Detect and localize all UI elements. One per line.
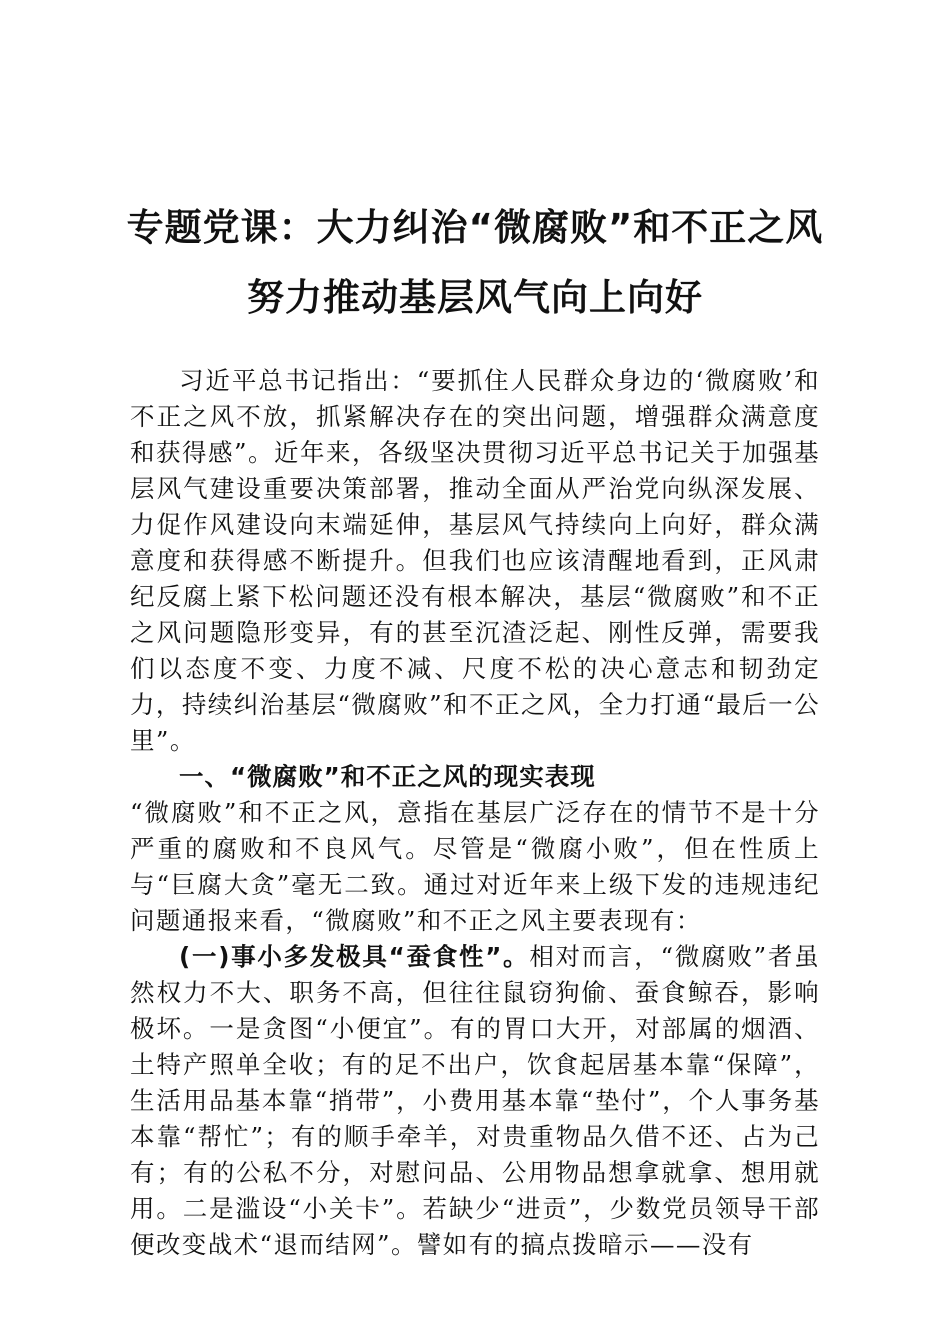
document-body [130,363,820,1263]
document-title-line-1: 专题党课：大力纠治“微腐败”和不正之风 [126,206,824,249]
subsection-heading-1: (一)事小多发极具“蚕食性”。 [179,942,530,971]
section-1-paragraph: “微腐败”和不正之风，意指在基层广泛存在的情节不是十分严重的腐败和不良风气。尽管是“微腐小败”，但在性质上与“巨腐大贪”毫无二致。通过对近年来上级下发的违规违纪问题通报来看，“微腐败”和不正之风主要表现有： [130,798,820,935]
subsection-1-paragraph [130,939,820,1263]
document-title-line-2: 努力推动基层风气向上向好 [247,276,703,319]
subsection-1-text: 相对而言，“微腐败”者虽然权力不大、职务不高，但往往鼠窃狗偷、蚕食鲸吞，影响极坏。一是贪图“小便宜”。有的胃口大开，对部属的烟酒、土特产照单全收；有的足不出户，饮食起居基本靠“保障”，生活用品基本靠“捎带”，小费用基本靠“垫付”，个人事务基本靠“帮忙”；有的顺手牵羊，对贵重物品久借不还、占为己有；有的公私不分，对慰问品、公用物品想拿就拿、想用就用。二是滥设“小关卡”。若缺少“进贡”，少数党员领导干部便改变战术“退而结网”。譬如有的搞点拨暗示——没有 [130,942,820,1259]
section-heading-1: 一、“微腐败”和不正之风的现实表现 [179,762,596,791]
intro-paragraph: 习近平总书记指出：“要抓住人民群众身边的‘微腐败’和不正之风不放，抓紧解决存在的突出问题，增强群众满意度和获得感”。近年来，各级坚决贯彻习近平总书记关于加强基层风气建设重要决策部署，推动全面从严治党向纵深发展、力促作风建设向末端延伸，基层风气持续向上向好，群众满意度和获得感不断提升。但我们也应该清醒地看到，正风肃纪反腐上紧下松问题还没有根本解决，基层“微腐败”和不正之风问题隐形变异，有的甚至沉渣泛起、刚性反弹，需要我们以态度不变、力度不减、尺度不松的决心意志和韧劲定力，持续纠治基层“微腐败”和不正之风，全力打通“最后一公里”。 [130,366,820,755]
